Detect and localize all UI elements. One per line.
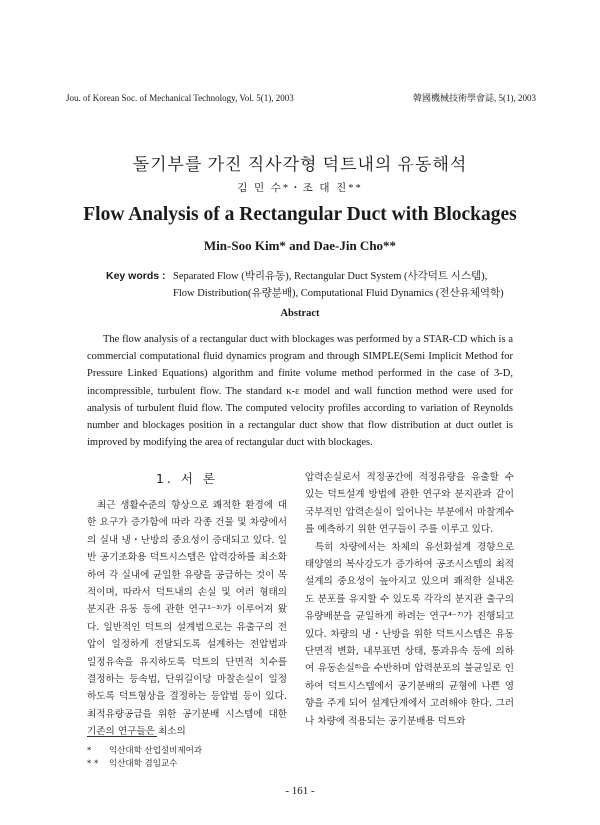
- left-column: [87, 497, 287, 741]
- footnote-1: [87, 745, 202, 758]
- abstract-text: The flow analysis of a rectangular duct with blockages was performed by a STAR-CD which is a commercial computational fluid dynamics program and through SIMPLE(Semi Implicit Method for Pressure Linked Equations) algorithm and finite volume method performed in the case of 3-D, incompressible, turbulent flow. The standard κ-ε model and wall function method were used for analysis of turbulent fluid flow. The computed velocity profiles according to variation of Reynolds number and blockages position in a rectangular duct show that flow distribution at duct outlet is improved by modifying the area of rectangular duct with blockages.: [87, 334, 513, 449]
- abstract-title: Abstract: [280, 308, 320, 319]
- title-english: Flow Analysis of a Rectangular Duct with Blockages: [83, 204, 517, 225]
- keywords-line-2: Flow Distribution(유량분배), Computational Fluid Dynamics (전산유체역학): [173, 288, 504, 299]
- journal-header-left: Jou. of Korean Soc. of Mechanical Technology, Vol. 5(1), 2003: [66, 93, 294, 103]
- footnote-2-mark: * *: [87, 759, 99, 769]
- authors-english: Min-Soo Kim* and Dae-Jin Cho**: [203, 238, 397, 253]
- footnote-2-text: 익산대학 겸임교수: [109, 759, 178, 769]
- footnotes: [87, 745, 202, 771]
- footnote-1-text: 익산대학 산업설비제어과: [109, 746, 203, 756]
- intro-paragraph-1: 최근 생활수준의 향상으로 쾌적한 환경에 대한 요구가 증가함에 따라 각종 건물 및 차량에서의 실내 냉・난방의 중요성이 증대되고 있다. 일반 공기조화용 덕트시스템은 압력강하를 최소화하여 각 실내에 균일한 유량을 공급하는 것이 목적이며, 따라서 덕트내의 손실 및 여러 형태의 분지관 유동 등에 관한 연구¹⁻³⁾가 이루어져 왔다. 일반적인 덕트의 설계법으로는 유출구의 전압이 일정하게 전달되도록 설계하는 전압법과 일정유속을 유지하도록 덕트의 단면적 치수를 결정하는 등속법, 단위길이당 마찰손실이 일정하도록 덕트형상을 결정하는 등압법 등이 있다. 최적유량공급을 위한 공기분배 시스템에 대한 기존의 연구들은 최소의: [87, 500, 287, 738]
- keywords-line-1: Separated Flow (박리유동), Rectangular Duct System (사각덕트 시스템),: [173, 271, 488, 282]
- intro-paragraph-2: 특히 차량에서는 차체의 유선화설계 경향으로 태양열의 복사강도가 증가하여 공조시스템의 최적설계의 중요성이 높아지고 있으며 쾌적한 실내온도 분포를 유지할 수 있도록 각각의 분지관 출구의 유량배분을 균일하게 하려는 연구⁴⁻⁷⁾가 진행되고 있다. 차량의 냉・난방을 위한 덕트시스템은 유동 단면적 변화, 내부표면 상태, 통과유속 등에 의하여 유동손실⁸⁾을 수반하며 압력분포의 불균일로 인하여 덕트시스템에서 공기분배의 균형에 나쁜 영향을 주게 되어 설계단계에서 고려해야 한다. 그러나 차량에 적용되는 공기분배용 덕트와: [305, 541, 514, 727]
- journal-header-right: 韓國機械技術學會誌, 5(1), 2003: [413, 93, 536, 103]
- footnote-divider: [87, 736, 157, 737]
- section-heading-introduction: 1. 서 론: [155, 471, 219, 486]
- authors-korean: 김 민 수*・조 대 진**: [237, 183, 363, 194]
- footnote-2: [87, 758, 202, 771]
- page-number: - 161 -: [285, 785, 315, 797]
- right-column: [305, 469, 514, 730]
- intro-paragraph-1-continued: 압력손실로서 적정공간에 적정유량을 유출할 수 있는 덕트설계 방법에 관한 연구와 분지관과 같이 국부적인 압력손실이 일어나는 부분에서 마찰계수를 예측하기 위한 연구들이 주를 이루고 있다.: [305, 472, 514, 536]
- abstract-body: [87, 331, 513, 451]
- footnote-1-mark: *: [87, 746, 92, 756]
- title-korean: 돌기부를 가진 직사각형 덕트내의 유동해석: [132, 155, 468, 174]
- keywords-label: Key words :: [106, 270, 166, 282]
